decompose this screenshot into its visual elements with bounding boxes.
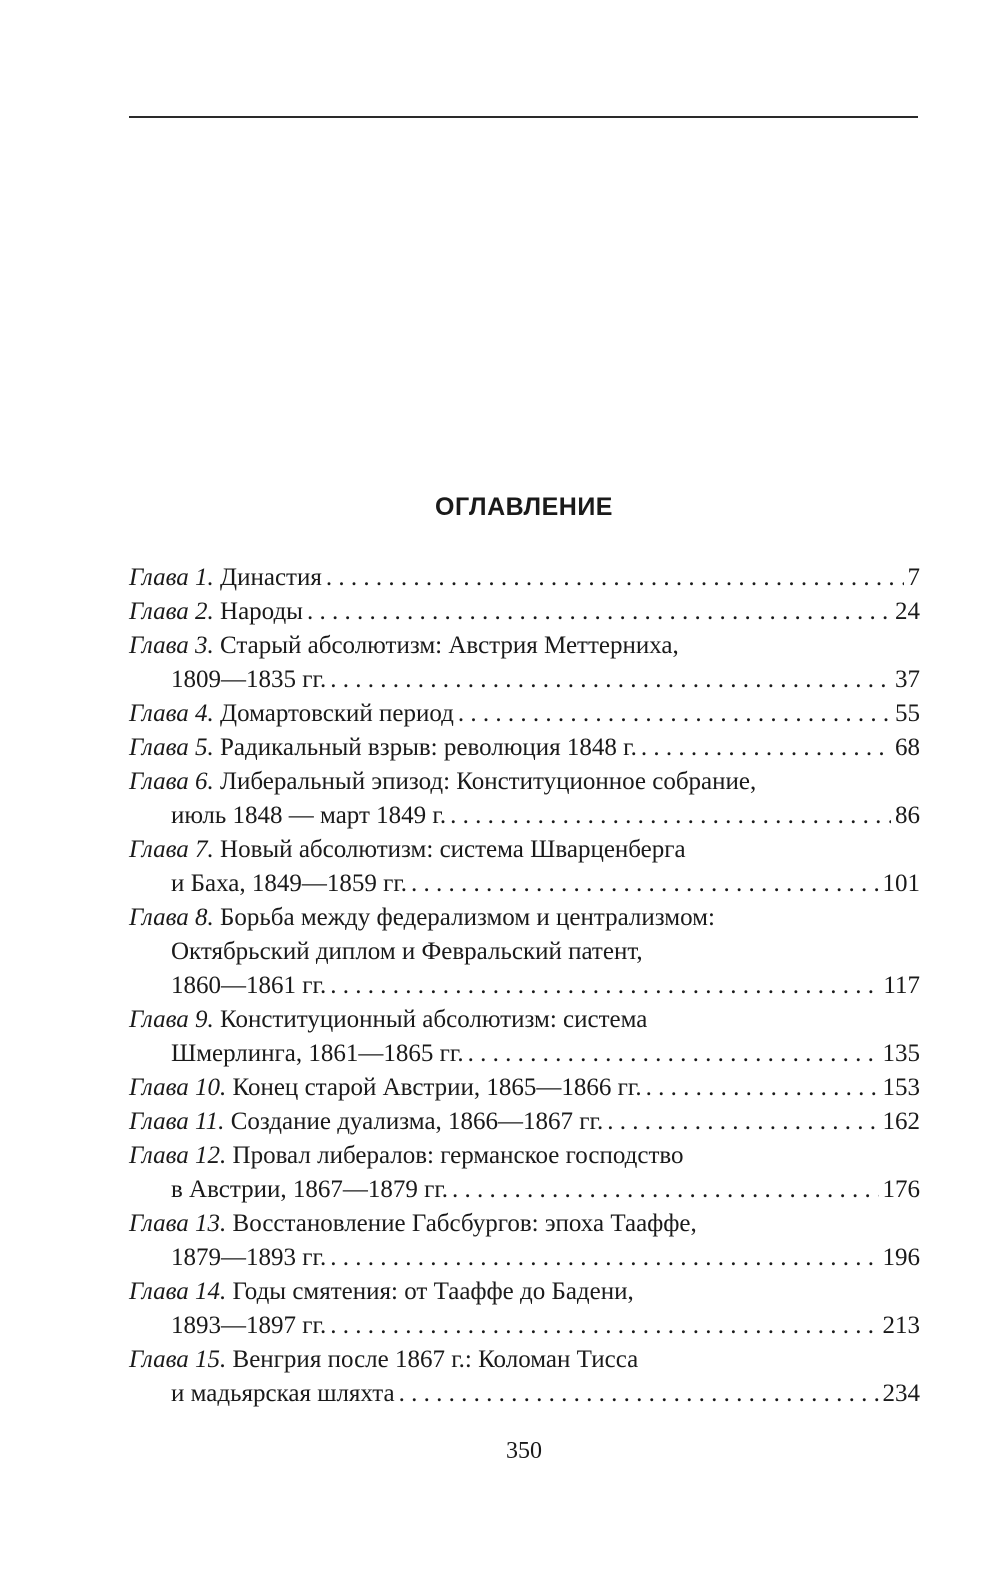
toc-page-number: 213 xyxy=(882,1312,920,1339)
toc-page-number: 162 xyxy=(882,1108,920,1135)
chapter-title: 1809—1835 гг. xyxy=(171,666,327,693)
chapter-title: 1860—1861 гг. xyxy=(171,972,327,999)
toc-entry-continuation-line xyxy=(129,1173,920,1207)
chapter-label: Глава 3. xyxy=(129,632,214,659)
chapter-label: Глава 2. xyxy=(129,598,214,625)
chapter-title: Народы xyxy=(220,598,303,625)
chapter-label: Глава 12. xyxy=(129,1142,227,1169)
dot-leader xyxy=(326,561,904,595)
toc-entry[interactable] xyxy=(129,765,920,833)
toc-page-number: 101 xyxy=(882,870,920,897)
toc-entry-first-line xyxy=(129,595,920,629)
chapter-title: Годы смятения: от Тааффе до Бадени, xyxy=(232,1278,634,1305)
toc-entry-continuation-line xyxy=(129,867,920,901)
toc-entry-continuation-line xyxy=(129,969,920,1003)
toc-page-number: 196 xyxy=(882,1244,920,1271)
dot-leader xyxy=(330,663,891,697)
toc-entry[interactable] xyxy=(129,1207,920,1275)
toc-entry[interactable] xyxy=(129,595,920,629)
chapter-label: Глава 1. xyxy=(129,564,214,591)
table-of-contents xyxy=(129,561,920,1411)
toc-page-number: 153 xyxy=(882,1074,920,1101)
chapter-title: Либеральный эпизод: Конституционное собрание, xyxy=(220,768,757,795)
page-number: 350 xyxy=(506,1438,542,1464)
dot-leader xyxy=(411,867,878,901)
chapter-label: Глава 9. xyxy=(129,1006,214,1033)
chapter-title: Восстановление Габсбургов: эпоха Тааффе, xyxy=(232,1210,697,1237)
toc-entry-first-line xyxy=(129,1139,920,1173)
toc-entry-first-line xyxy=(129,1275,920,1309)
toc-entry[interactable] xyxy=(129,1343,920,1411)
chapter-title: Венгрия после 1867 г.: Коломан Тисса xyxy=(232,1346,639,1373)
chapter-title: июль 1848 — март 1849 г. xyxy=(171,802,447,829)
header-rule xyxy=(129,116,918,118)
chapter-label: Глава 5. xyxy=(129,734,214,761)
dot-leader xyxy=(646,1071,879,1105)
dot-leader xyxy=(330,969,879,1003)
dot-leader xyxy=(330,1309,878,1343)
chapter-label: Глава 6. xyxy=(129,768,214,795)
toc-entry[interactable] xyxy=(129,1071,920,1105)
chapter-title: Создание дуализма, 1866—1867 гг. xyxy=(230,1108,604,1135)
chapter-label: Глава 10. xyxy=(129,1074,227,1101)
toc-entry[interactable] xyxy=(129,731,920,765)
chapter-title: Конституционный абсолютизм: система xyxy=(220,1006,648,1033)
toc-entry-first-line xyxy=(129,833,920,867)
toc-entry-first-line xyxy=(129,731,920,765)
dot-leader xyxy=(399,1377,879,1411)
toc-entry-first-line xyxy=(129,561,920,595)
chapter-title: 1879—1893 гг. xyxy=(171,1244,327,1271)
toc-page-number: 176 xyxy=(882,1176,920,1203)
toc-entry-first-line xyxy=(129,697,920,731)
toc-page-number: 37 xyxy=(895,666,920,693)
chapter-label: Глава 11. xyxy=(129,1108,225,1135)
toc-entry-first-line xyxy=(129,1071,920,1105)
chapter-title: Новый абсолютизм: система Шварценберга xyxy=(220,836,686,863)
dot-leader xyxy=(330,1241,878,1275)
toc-page-number: 135 xyxy=(882,1040,920,1067)
chapter-title: 1893—1897 гг. xyxy=(171,1312,327,1339)
chapter-title: Шмерлинга, 1861—1865 гг. xyxy=(171,1040,464,1067)
toc-entry-continuation-line xyxy=(129,1241,920,1275)
chapter-title: Борьба между федерализмом и централизмом: xyxy=(220,904,715,931)
toc-page-number: 86 xyxy=(895,802,920,829)
chapter-label: Глава 14. xyxy=(129,1278,227,1305)
toc-entry-first-line xyxy=(129,901,920,935)
toc-entry-continuation-line xyxy=(129,935,920,969)
toc-entry[interactable] xyxy=(129,697,920,731)
toc-entry[interactable] xyxy=(129,833,920,901)
toc-page-number: 68 xyxy=(895,734,920,761)
toc-entry[interactable] xyxy=(129,1105,920,1139)
dot-leader xyxy=(450,799,891,833)
chapter-title: Провал либералов: германское господство xyxy=(232,1142,684,1169)
chapter-title: в Австрии, 1867—1879 гг. xyxy=(171,1176,449,1203)
toc-page-number: 7 xyxy=(907,564,920,591)
toc-entry-first-line xyxy=(129,1105,920,1139)
chapter-title: Династия xyxy=(220,564,322,591)
chapter-title: Радикальный взрыв: революция 1848 г. xyxy=(220,734,637,761)
toc-heading: ОГЛАВЛЕНИЕ xyxy=(435,493,613,521)
chapter-label: Глава 15. xyxy=(129,1346,227,1373)
chapter-title: Домартовский период xyxy=(220,700,454,727)
chapter-title: Октябрьский диплом и Февральский патент, xyxy=(171,938,643,965)
dot-leader xyxy=(452,1173,878,1207)
toc-entry-continuation-line xyxy=(129,663,920,697)
toc-entry-first-line xyxy=(129,1207,920,1241)
toc-entry[interactable] xyxy=(129,629,920,697)
chapter-title: Старый абсолютизм: Австрия Меттерниха, xyxy=(220,632,679,659)
toc-entry-continuation-line xyxy=(129,1377,920,1411)
toc-entry-first-line xyxy=(129,1003,920,1037)
toc-entry-first-line xyxy=(129,765,920,799)
chapter-label: Глава 13. xyxy=(129,1210,227,1237)
chapter-label: Глава 7. xyxy=(129,836,214,863)
toc-entry-continuation-line xyxy=(129,799,920,833)
chapter-title: и мадьярская шляхта xyxy=(171,1380,395,1407)
toc-page-number: 117 xyxy=(883,972,920,999)
toc-entry-first-line xyxy=(129,629,920,663)
toc-page-number: 55 xyxy=(895,700,920,727)
toc-entry-continuation-line xyxy=(129,1037,920,1071)
toc-page-number: 24 xyxy=(895,598,920,625)
dot-leader xyxy=(641,731,891,765)
dot-leader xyxy=(458,697,891,731)
dot-leader xyxy=(307,595,891,629)
chapter-title: и Баха, 1849—1859 гг. xyxy=(171,870,408,897)
chapter-title: Конец старой Австрии, 1865—1866 гг. xyxy=(232,1074,642,1101)
toc-entry-first-line xyxy=(129,1343,920,1377)
dot-leader xyxy=(468,1037,879,1071)
toc-entry[interactable] xyxy=(129,901,920,1003)
toc-entry[interactable] xyxy=(129,1275,920,1343)
toc-entry[interactable] xyxy=(129,1139,920,1207)
toc-entry-continuation-line xyxy=(129,1309,920,1343)
dot-leader xyxy=(607,1105,878,1139)
chapter-label: Глава 8. xyxy=(129,904,214,931)
toc-page-number: 234 xyxy=(882,1380,920,1407)
chapter-label: Глава 4. xyxy=(129,700,214,727)
toc-entry[interactable] xyxy=(129,561,920,595)
toc-entry[interactable] xyxy=(129,1003,920,1071)
